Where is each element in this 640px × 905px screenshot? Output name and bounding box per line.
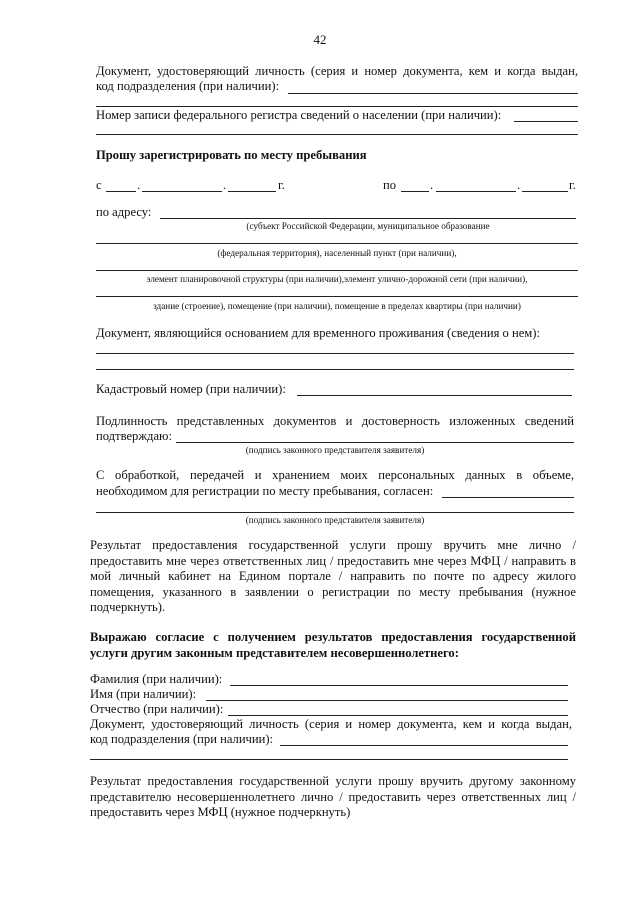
consent-personal-line1: С обработкой, передачей и хранением моих персональных данных в объеме, <box>96 468 574 482</box>
address-hint-3: элемент планировочной структуры (при наличии),элемент улично-дорожной сети (при наличии), <box>146 274 528 284</box>
other-doc-field[interactable] <box>280 745 568 746</box>
cadastral-label: Кадастровый номер (при наличии): <box>96 382 286 396</box>
from-dot-2: . <box>223 178 227 192</box>
basis-doc-label: Документ, являющийся основанием для временного проживания (сведения о нем): <box>96 326 540 340</box>
register-heading: Прошу зарегистрировать по месту пребывания <box>96 148 367 162</box>
to-day-field[interactable] <box>401 191 429 192</box>
authenticity-signature-hint: (подпись законного представителя заявителя) <box>245 445 425 455</box>
patronymic-label: Отчество (при наличии): <box>90 702 224 716</box>
surname-field[interactable] <box>230 685 568 686</box>
from-dot-1: . <box>137 178 141 192</box>
period-to-label: по <box>383 178 397 192</box>
address-hint-4: здание (строение), помещение (при наличии), помещение в пределах квартиры (при наличии) <box>153 301 521 311</box>
from-day-field[interactable] <box>106 191 136 192</box>
address-field-4[interactable] <box>96 296 578 297</box>
to-month-field[interactable] <box>436 191 516 192</box>
final-paragraph: Результат предоставления государственной услуги прошу вручить другому законному представителю несовершеннолетнего лично / предоставить через ответственных лиц / предоставить через МФЦ (нужное подчеркнуть) <box>90 774 576 820</box>
authenticity-signature-field[interactable] <box>176 442 574 443</box>
name-field[interactable] <box>206 700 568 701</box>
result-paragraph: Результат предоставления государственной услуги прошу вручить мне лично / предоставить мне через ответственных лиц / предоставить мне через МФЦ / направить в мой личный кабинет на Едином портале / направить по почте по адресу жилого помещения, указанного в заявлении о регистрации по месту пребывания (нужное подчеркнуть). <box>90 538 576 615</box>
address-field-3[interactable] <box>96 270 578 271</box>
name-label: Имя (при наличии): <box>90 687 197 701</box>
page-number: 42 <box>313 32 327 47</box>
basis-doc-field-2[interactable] <box>96 369 574 370</box>
consent-personal-signature-hint: (подпись законного представителя заявителя) <box>245 515 425 525</box>
address-hint-2: (федеральная территория), населенный пункт (при наличии), <box>217 248 457 258</box>
to-year-suffix: г. <box>569 178 576 192</box>
cadastral-field[interactable] <box>297 395 572 396</box>
address-field-2[interactable] <box>96 243 578 244</box>
to-dot-1: . <box>430 178 434 192</box>
applicant-doc-line2: код подразделения (при наличии): <box>96 79 280 93</box>
other-doc-field-2[interactable] <box>90 759 568 760</box>
address-label: по адресу: <box>96 205 152 219</box>
consent-personal-line2: необходимом для регистрации по месту пребывания, согласен: <box>96 484 434 498</box>
address-hint-1: (субъект Российской Федерации, муниципальное образование <box>246 221 490 231</box>
authenticity-line1: Подлинность представленных документов и достоверность изложенных сведений <box>96 414 574 428</box>
from-year-field[interactable] <box>228 191 276 192</box>
applicant-doc-field[interactable] <box>288 93 578 94</box>
patronymic-field[interactable] <box>228 715 568 716</box>
from-month-field[interactable] <box>142 191 222 192</box>
to-dot-2: . <box>517 178 521 192</box>
from-year-suffix: г. <box>278 178 285 192</box>
applicant-doc-field-2[interactable] <box>96 106 578 107</box>
consent-personal-signature-field[interactable] <box>96 512 574 513</box>
consent-personal-field[interactable] <box>442 497 574 498</box>
registry-number-field-2[interactable] <box>96 134 578 135</box>
surname-label: Фамилия (при наличии): <box>90 672 223 686</box>
address-field-1[interactable] <box>160 218 576 219</box>
period-from-label: с <box>96 178 102 192</box>
other-doc-line2: код подразделения (при наличии): <box>90 732 274 746</box>
to-year-field[interactable] <box>522 191 568 192</box>
other-doc-line1: Документ, удостоверяющий личность (серия и номер документа, кем и когда выдан, <box>90 717 572 731</box>
applicant-doc-line1: Документ, удостоверяющий личность (серия и номер документа, кем и когда выдан, <box>96 64 578 78</box>
registry-number-label: Номер записи федерального регистра сведений о населении (при наличии): <box>96 108 502 122</box>
authenticity-line2: подтверждаю: <box>96 429 172 443</box>
registry-number-field[interactable] <box>514 121 578 122</box>
basis-doc-field-1[interactable] <box>96 353 574 354</box>
consent-heading: Выражаю согласие с получением результатов предоставления государственной услуги другим законным представителем несовершеннолетнего: <box>90 630 576 660</box>
